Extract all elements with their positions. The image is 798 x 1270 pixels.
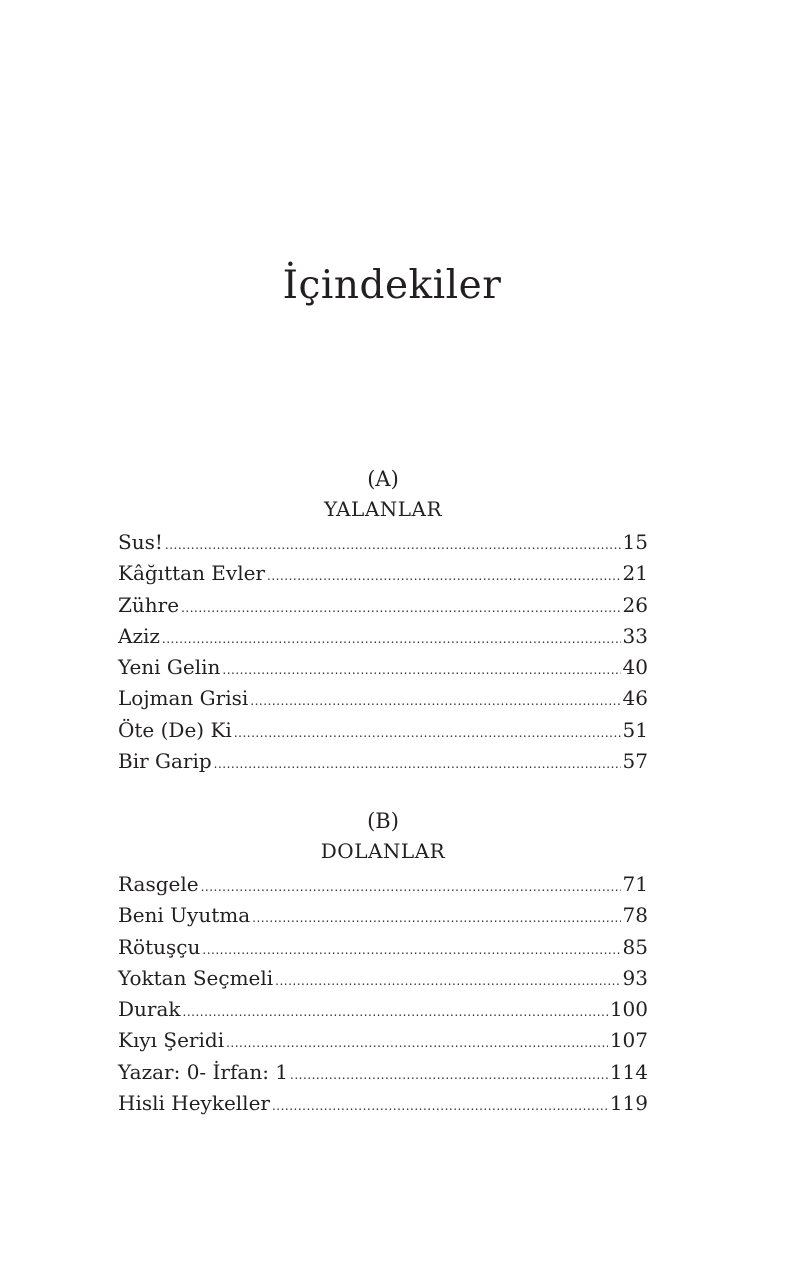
dot-leader <box>214 749 621 780</box>
toc-entry[interactable] <box>118 932 648 963</box>
toc-entry-page: 100 <box>609 997 648 1022</box>
toc-entry-page: 26 <box>622 592 648 617</box>
dot-leader <box>201 872 621 903</box>
dot-leader <box>272 1091 608 1122</box>
toc-entry[interactable] <box>118 994 648 1025</box>
dot-leader <box>275 966 620 997</box>
dot-leader <box>202 935 620 966</box>
toc-entry[interactable] <box>118 527 648 558</box>
toc-entry-title: Bir Garip <box>118 749 212 774</box>
toc-entry[interactable] <box>118 590 648 621</box>
toc-entry-title: Yoktan Seçmeli <box>118 965 274 990</box>
dot-leader <box>226 1028 608 1059</box>
toc-entry-title: Sus! <box>118 530 163 554</box>
toc-list-yalanlar <box>118 527 648 777</box>
section-name: YALANLAR <box>323 497 443 521</box>
toc-list-dolanlar <box>118 869 648 1119</box>
toc-entry-title: Beni Uyutma <box>118 903 251 928</box>
toc-entry-page: 15 <box>622 530 648 554</box>
toc-entry-page: 46 <box>622 686 648 711</box>
section-letter: (A) <box>367 467 399 491</box>
toc-entry[interactable] <box>118 715 648 746</box>
toc-entry-page: 93 <box>622 965 648 990</box>
page-title: İçindekiler <box>282 263 502 308</box>
toc-entry-title: Yeni Gelin <box>118 655 221 680</box>
dot-leader <box>252 903 620 934</box>
toc-entry-title: Rötuşçu <box>118 934 201 959</box>
toc-entry-title: Aziz <box>118 623 160 648</box>
toc-entry[interactable] <box>118 869 648 900</box>
toc-entry-page: 57 <box>622 749 648 774</box>
toc-entry[interactable] <box>118 1088 648 1119</box>
toc-entry-title: Kâğıttan Evler <box>118 561 265 586</box>
dot-leader <box>234 718 621 749</box>
toc-entry-title: Kıyı Şeridi <box>118 1028 225 1053</box>
toc-entry[interactable] <box>118 652 648 683</box>
toc-entry-page: 51 <box>622 717 648 742</box>
toc-entry-title: Öte (De) Ki <box>118 717 232 742</box>
toc-entry[interactable] <box>118 746 648 777</box>
section-b <box>118 806 648 1119</box>
dot-leader <box>290 1060 608 1091</box>
section-a <box>118 464 648 777</box>
section-letter: (B) <box>367 809 399 833</box>
toc-entry[interactable] <box>118 1025 648 1056</box>
toc-entry[interactable] <box>118 963 648 994</box>
dot-leader <box>250 686 620 717</box>
toc-entry-title: Rasgele <box>118 872 199 896</box>
section-name: DOLANLAR <box>320 839 446 863</box>
toc-entry-page: 40 <box>622 655 648 680</box>
dot-leader <box>165 530 621 561</box>
toc-entry-page: 85 <box>622 934 648 959</box>
toc-entry-title: Yazar: 0- İrfan: 1 <box>118 1059 289 1084</box>
toc-entry-page: 33 <box>622 623 648 648</box>
toc-entry-page: 107 <box>609 1028 648 1053</box>
toc-entry-page: 21 <box>622 561 648 586</box>
toc-entry[interactable] <box>118 900 648 931</box>
toc-entry-title: Durak <box>118 997 181 1022</box>
toc-entry[interactable] <box>118 558 648 589</box>
toc-entry-page: 78 <box>622 903 648 928</box>
toc-entry[interactable] <box>118 683 648 714</box>
dot-leader <box>222 655 620 686</box>
dot-leader <box>267 561 621 592</box>
toc-entry[interactable] <box>118 1057 648 1088</box>
toc-entry-page: 71 <box>622 872 648 896</box>
dot-leader <box>181 593 620 624</box>
dot-leader <box>183 997 608 1028</box>
toc-entry-page: 119 <box>609 1091 648 1116</box>
toc-entry-title: Zühre <box>118 592 180 617</box>
toc-entry-title: Hisli Heykeller <box>118 1091 270 1116</box>
toc-entry[interactable] <box>118 621 648 652</box>
toc-entry-title: Lojman Grisi <box>118 686 249 711</box>
dot-leader <box>162 624 621 655</box>
toc-entry-page: 114 <box>609 1059 648 1084</box>
